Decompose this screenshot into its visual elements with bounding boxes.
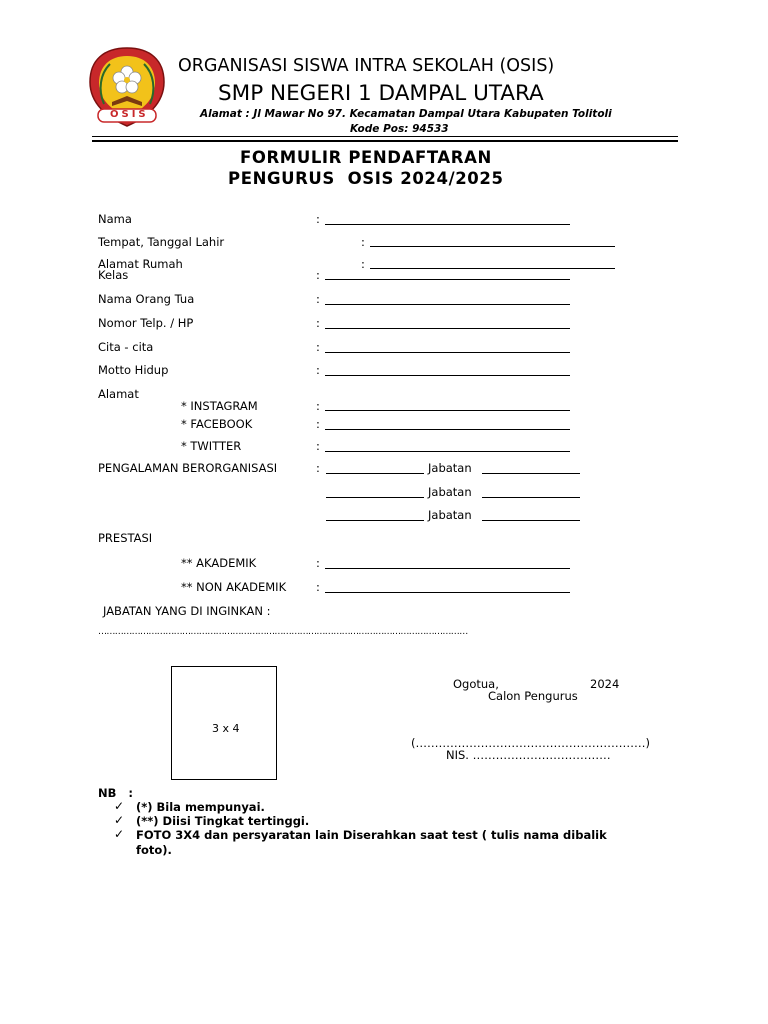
photo-size-label: 3 x 4 <box>212 722 240 735</box>
input-nama[interactable] <box>325 224 570 225</box>
label-akademik: ** AKADEMIK <box>181 556 257 570</box>
colon: : <box>361 235 365 249</box>
check-icon: ✓ <box>114 813 125 827</box>
colon: : <box>316 292 320 306</box>
signature-role: Calon Pengurus <box>488 689 578 703</box>
input-non-akademik[interactable] <box>325 592 570 593</box>
label-motto: Motto Hidup <box>98 363 169 377</box>
school-address: Alamat : Jl Mawar No 97. Kecamatan Dampal Utara Kabupaten Tolitoli <box>200 108 612 120</box>
input-jabatan-diinginkan[interactable]: …………………………………………………………………………………………………………………… <box>98 627 468 637</box>
label-jabatan: Jabatan <box>428 461 472 475</box>
input-organisasi-3[interactable] <box>326 520 424 521</box>
label-instagram: * INSTAGRAM <box>181 399 258 413</box>
label-prestasi: PRESTASI <box>98 531 153 545</box>
form-subtitle: PENGURUS OSIS 2024/2025 <box>228 169 504 188</box>
label-ttl: Tempat, Tanggal Lahir <box>98 235 225 249</box>
input-jabatan-1[interactable] <box>482 473 580 474</box>
signature-place: Ogotua, <box>453 677 499 691</box>
input-cita[interactable] <box>325 352 570 353</box>
note-item-continued: foto). <box>136 843 172 857</box>
colon: : <box>316 363 320 377</box>
label-jabatan: Jabatan <box>428 485 472 499</box>
postal-code: Kode Pos: 94533 <box>350 123 449 135</box>
colon: : <box>361 257 365 271</box>
input-telp[interactable] <box>325 328 570 329</box>
input-orang-tua[interactable] <box>325 304 570 305</box>
input-twitter[interactable] <box>325 451 570 452</box>
form-title: FORMULIR PENDAFTARAN <box>240 148 492 167</box>
input-instagram[interactable] <box>325 410 570 411</box>
colon: : <box>316 556 320 570</box>
label-non-akademik: ** NON AKADEMIK <box>181 580 287 594</box>
colon: : <box>316 316 320 330</box>
header-divider-thick <box>92 140 678 142</box>
check-icon: ✓ <box>114 827 125 841</box>
colon: : <box>316 268 320 282</box>
input-ttl[interactable] <box>370 246 615 247</box>
colon: : <box>316 439 320 453</box>
label-twitter: * TWITTER <box>181 439 242 453</box>
label-jabatan-diinginkan: JABATAN YANG DI INGINKAN : <box>103 604 271 618</box>
label-pengalaman: PENGALAMAN BERORGANISASI <box>98 461 278 475</box>
logo-text: OSIS <box>110 109 149 120</box>
input-facebook[interactable] <box>325 429 570 430</box>
label-orang-tua: Nama Orang Tua <box>98 292 195 306</box>
label-kelas: Kelas <box>98 268 129 282</box>
colon: : <box>316 461 320 475</box>
input-alamat-rumah[interactable] <box>370 268 615 269</box>
signature-name-line[interactable]: (……………………………………………………) <box>411 736 650 750</box>
signature-year: 2024 <box>590 677 620 691</box>
label-nama: Nama <box>98 212 132 226</box>
colon: : <box>316 417 320 431</box>
note-item: (*) Bila mempunyai. <box>136 800 265 814</box>
note-item: FOTO 3X4 dan persyaratan lain Diserahkan saat test ( tulis nama dibalik <box>136 828 607 842</box>
label-cita: Cita - cita <box>98 340 154 354</box>
colon: : <box>316 580 320 594</box>
check-icon: ✓ <box>114 799 125 813</box>
colon: : <box>316 340 320 354</box>
header-divider-thin <box>92 136 678 137</box>
input-jabatan-3[interactable] <box>482 520 580 521</box>
label-alamat-rumah: Alamat Rumah <box>98 257 183 271</box>
input-organisasi-2[interactable] <box>326 497 424 498</box>
notes-heading: NB : <box>98 786 133 800</box>
label-telp: Nomor Telp. / HP <box>98 316 194 330</box>
label-alamat: Alamat <box>98 387 139 401</box>
colon: : <box>316 399 320 413</box>
school-logo <box>86 46 168 130</box>
label-facebook: * FACEBOOK <box>181 417 253 431</box>
label-jabatan: Jabatan <box>428 508 472 522</box>
input-jabatan-2[interactable] <box>482 497 580 498</box>
colon: : <box>316 212 320 226</box>
input-organisasi-1[interactable] <box>326 473 424 474</box>
signature-nis[interactable]: NIS. ……………………………… <box>446 748 611 762</box>
input-akademik[interactable] <box>325 568 570 569</box>
organization-name: ORGANISASI SISWA INTRA SEKOLAH (OSIS) <box>178 56 555 76</box>
school-name: SMP NEGERI 1 DAMPAL UTARA <box>218 81 544 106</box>
input-kelas[interactable] <box>325 279 570 280</box>
note-item: (**) Diisi Tingkat tertinggi. <box>136 814 310 828</box>
input-motto[interactable] <box>325 375 570 376</box>
